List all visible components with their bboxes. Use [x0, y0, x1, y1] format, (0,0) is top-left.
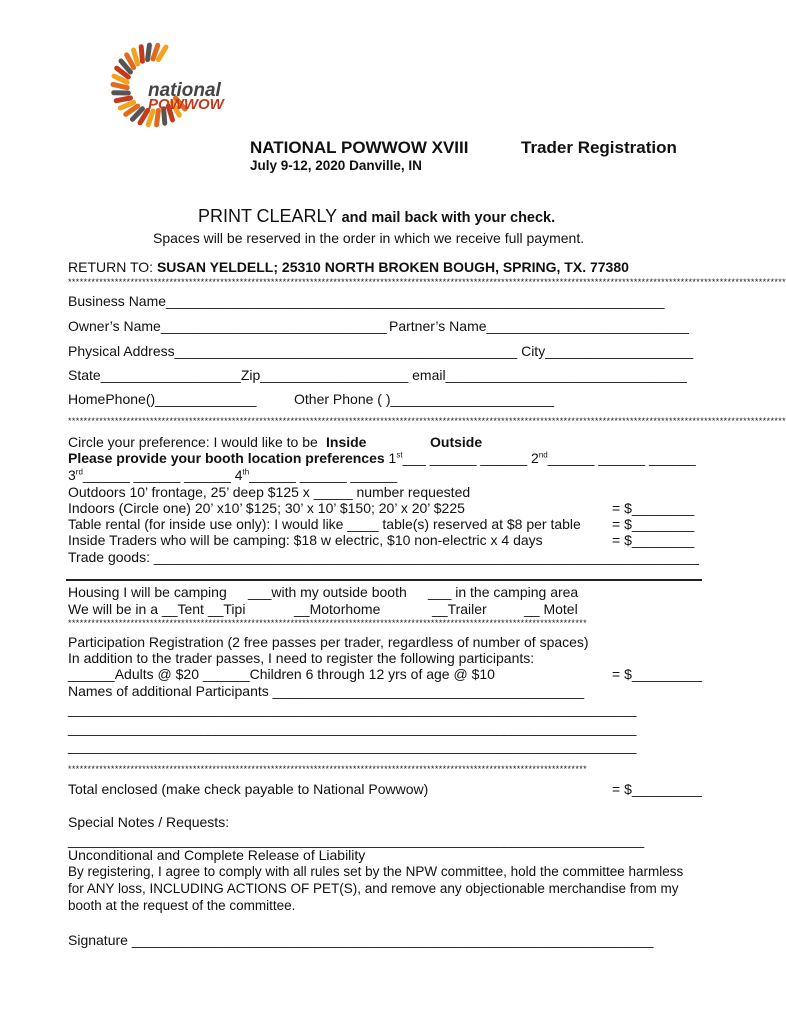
release-text-2: for ANY loss, INCLUDING ACTIONS OF PET(S), and remove any objectionable merchandise from my: [68, 881, 679, 896]
print-clearly-line: [198, 206, 555, 227]
release-text-3: booth at the request of the committee.: [68, 898, 296, 913]
pref-3-number: 3: [68, 467, 76, 483]
pref-2-suffix: nd: [538, 450, 548, 460]
pref-2-blanks[interactable]: ______ ______ ______: [547, 450, 696, 466]
logo-feather: [134, 50, 138, 64]
logo-feather: [158, 47, 166, 59]
camping-line: Inside Traders who will be camping: $18 w electric, $10 non-electric x 4 days: [68, 532, 543, 548]
total-enclosed-label: Total enclosed (make check payable to National Powwow): [68, 781, 429, 797]
divider-stars: ****************************************************************************************************************************************************************************************: [68, 416, 786, 426]
pref-1-suffix: st: [396, 450, 403, 460]
participation-title: Participation Registration (2 free passes per trader, regardless of number of spaces): [68, 634, 589, 650]
participation-intro: In addition to the trader passes, I need to register the following participants:: [68, 650, 535, 666]
motel-option[interactable]: __ Motel: [524, 601, 578, 617]
partner-name-field[interactable]: Partner’s Name__________________________: [389, 318, 689, 334]
logo-feather: [153, 45, 158, 59]
home-phone-field[interactable]: HomePhone()_____________: [68, 391, 257, 407]
pref-4-suffix: th: [242, 467, 250, 477]
booth-preferences-line-2[interactable]: [68, 467, 397, 483]
outside-option[interactable]: Outside: [430, 434, 483, 450]
table-amount[interactable]: = $________: [612, 516, 695, 532]
logo-feather: [113, 84, 127, 87]
state-zip-email-field[interactable]: State__________________Zip___________________ email_______________________________: [68, 367, 687, 383]
special-notes-label: Special Notes / Requests:: [68, 814, 230, 830]
participant-names-line[interactable]: _________________________________________________________________________: [68, 720, 637, 736]
participation-amount[interactable]: = $_________: [612, 666, 702, 682]
release-text-1: By registering, I agree to comply with all rules set by the NPW committee, hold the committee harmless: [68, 864, 684, 879]
physical-address-field[interactable]: Physical Address____________________________________________ City___________________: [68, 343, 694, 359]
business-name-field[interactable]: Business Name________________________________________________________________: [68, 293, 665, 309]
trailer-option[interactable]: __Trailer: [432, 601, 487, 617]
divider-stars: *************************************************************************************************************************************: [68, 764, 588, 774]
with-booth-option[interactable]: ___with my outside booth: [248, 584, 407, 600]
pref-1-number: 1: [388, 450, 397, 466]
motorhome-option[interactable]: __Motorhome: [294, 601, 381, 617]
logo-word-national: national: [148, 80, 221, 101]
section-rule: [66, 579, 702, 581]
divider-stars: *************************************************************************************************************************************: [68, 618, 588, 628]
indoors-line[interactable]: Indoors (Circle one) 20’ x10’ $125; 30’ x 10’ $150; 20’ x 20’ $225: [68, 500, 465, 516]
other-phone-field[interactable]: Other Phone ( )_____________________: [294, 391, 554, 407]
pref-3-suffix: rd: [75, 467, 83, 477]
participant-names-line[interactable]: _________________________________________________________________________: [68, 738, 637, 754]
participant-names-line[interactable]: _________________________________________________________________________: [68, 701, 637, 717]
participant-names-field[interactable]: Names of additional Participants ________________________________________: [68, 683, 585, 699]
pref-4-blanks[interactable]: ______ ______ ______: [249, 467, 398, 483]
special-notes-field[interactable]: __________________________________________________________________________: [68, 832, 645, 848]
form-title: Trader Registration: [521, 138, 677, 157]
return-to-line: [68, 259, 629, 275]
divider-stars: ****************************************************************************************************************************************************************************************: [68, 277, 786, 287]
logo-feather: [141, 47, 142, 61]
spaces-note: Spaces will be reserved in the order in which we receive full payment.: [153, 230, 585, 246]
logo-feather: [116, 98, 130, 101]
print-word: PRINT: [198, 206, 252, 226]
mail-back-text: and mail back with your check.: [341, 210, 556, 226]
table-rental-line[interactable]: Table rental (for inside use only): I would like ____ table(s) reserved at $8 per table: [68, 516, 581, 532]
logo-feather: [148, 111, 153, 125]
event-date-place: July 9-12, 2020 Danville, IN: [250, 158, 422, 173]
pref-3-blanks[interactable]: ______ ______ ______ 4: [82, 467, 243, 483]
booth-preferences-label: Please provide your booth location preferences: [68, 450, 385, 466]
logo-feather: [120, 102, 133, 108]
camping-amount[interactable]: = $________: [612, 532, 695, 548]
return-label: RETURN TO:: [68, 259, 157, 275]
booth-preferences-line[interactable]: [68, 450, 696, 466]
pref-1-blanks[interactable]: ___ ______ ______: [402, 450, 528, 466]
owner-name-field[interactable]: Owner’s Name_____________________________: [68, 318, 387, 334]
outdoors-line[interactable]: Outdoors 10’ frontage, 25’ deep $125 x _____ number requested: [68, 484, 471, 500]
trade-goods-field[interactable]: Trade goods: ______________________________________________________________________: [68, 549, 699, 565]
pref-2-number: 2: [531, 450, 539, 466]
return-address: SUSAN YELDELL; 25310 NORTH BROKEN BOUGH, SPRING, TX. 77380: [156, 259, 629, 275]
clearly-word: CLEARLY: [256, 206, 338, 226]
logo-word-powwow: POWWOW: [148, 96, 224, 113]
indoors-amount[interactable]: = $________: [612, 500, 695, 516]
logo-feather: [148, 45, 150, 59]
housing-camping-label: Housing I will be camping: [68, 584, 227, 600]
circle-preference-text: Circle your preference: I would like to be: [68, 434, 318, 450]
tent-tipi-options[interactable]: We will be in a __Tent __Tipi: [68, 601, 246, 617]
event-title: NATIONAL POWWOW XVIII: [250, 138, 469, 157]
total-amount[interactable]: = $_________: [612, 781, 702, 797]
participant-counts[interactable]: ______Adults @ $20 ______Children 6 through 12 yrs of age @ $10: [68, 666, 495, 682]
camping-area-option[interactable]: ___ in the camping area: [428, 584, 579, 600]
release-title: Unconditional and Complete Release of Liability: [68, 847, 366, 863]
inside-option[interactable]: Inside: [326, 434, 367, 450]
signature-field[interactable]: Signature ___________________________________________________________________: [68, 932, 654, 948]
